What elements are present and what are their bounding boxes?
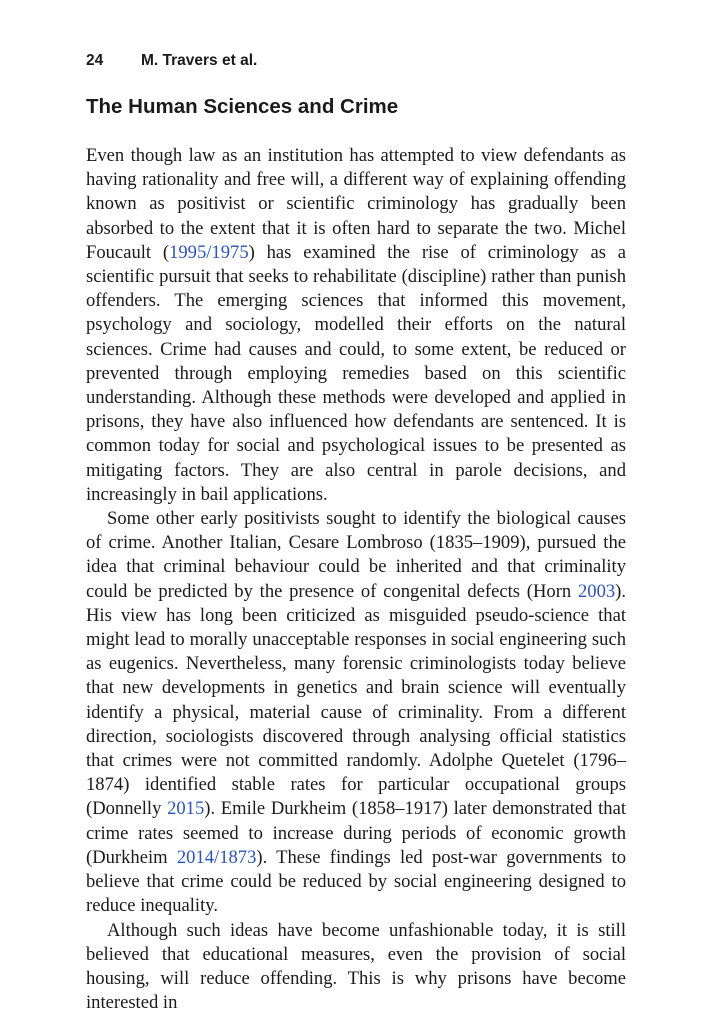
section-title: The Human Sciences and Crime <box>86 95 398 119</box>
citation-link[interactable]: 2014/1873 <box>177 847 257 868</box>
running-title: M. Travers et al. <box>141 52 257 69</box>
text-run: Even though law as an institution has attempted to view defendants as having rationality and free will, a different way of explaining offending known as positivist or scientific criminology has gradually been absorbed to the extent that it is often hard to separate the two. Michel Foucault ( <box>86 145 626 263</box>
paragraph <box>86 919 626 1015</box>
text-run: ) has examined the rise of criminology as a scientific pursuit that seeks to rehabilitate (discipline) rather than punish offenders. The emerging sciences that informed this movement, psychology and sociology, modelled their efforts on the natural sciences. Crime had causes and could, to some extent, be reduced or prevented through employing remedies based on this scientific understanding. Although these methods were developed and applied in prisons, they have also influenced how defendants are sentenced. It is common today for social and psychological issues to be presented as mitigating factors. They are also central in parole decisions, and increasingly in bail applications. <box>86 242 626 505</box>
text-run: ). Emile Durkheim (1858–1917) later demonstrated that crime rates seemed to increase during periods of economic growth (Durkheim <box>86 798 626 867</box>
citation-link[interactable]: 1995/1975 <box>169 242 249 263</box>
running-header <box>86 52 257 70</box>
text-run: Some other early positivists sought to identify the biological causes of crime. Another Italian, Cesare Lombroso (1835–1909), pursued the idea that criminal behaviour could be inherited and that criminality could be predicted by the presence of congenital defects (Horn <box>86 508 626 602</box>
body-text <box>86 144 626 1015</box>
text-run: ). These findings led post-war governments to believe that crime could be reduced by social engineering designed to reduce inequality. <box>86 847 626 916</box>
page-number: 24 <box>86 52 141 70</box>
citation-link[interactable]: 2003 <box>578 581 615 602</box>
text-run: Although such ideas have become unfashionable today, it is still believed that educational measures, even the provision of social housing, will reduce offending. This is why prisons have become interested in <box>86 920 626 1014</box>
paragraph <box>86 507 626 918</box>
paragraph <box>86 144 626 507</box>
citation-link[interactable]: 2015 <box>167 798 204 819</box>
text-run: ). His view has long been criticized as misguided pseudo-science that might lead to morally unacceptable responses in social engineering such as eugenics. Nevertheless, many forensic criminologists today believe that new developments in genetics and brain science will eventually identify a physical, material cause of criminality. From a different direction, sociologists discovered through analysing official statistics that crimes were not committed randomly. Adolphe Quetelet (1796–1874) identified stable rates for particular occupational groups (Donnelly <box>86 581 626 820</box>
